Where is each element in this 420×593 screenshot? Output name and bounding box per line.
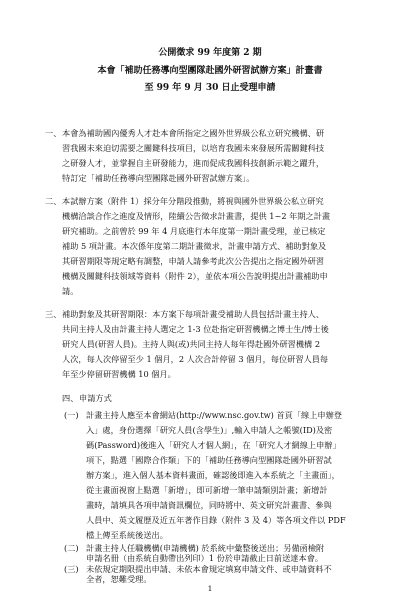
section-3-line: 補助對象及其研習期限：本方案下每項計畫受補助人員包括計畫主持人、: [62, 309, 325, 319]
subsection-3-line: 未依規定期限提出申請、未依本會規定填寫申請文件、或申請資料不: [86, 564, 332, 574]
section-1-line: 本會為補助國內優秀人才赴本會所指定之國外世界級公私立研究機構、研: [62, 128, 325, 138]
section-2-number: 二、: [45, 196, 62, 206]
section-1-number: 一、: [45, 128, 62, 138]
subsection-1-number: (一): [64, 410, 79, 420]
subsection-1-line: 檔上傳至系統後送出。: [86, 530, 168, 540]
section-2-line: 機構及關鍵科技領域等資料（附件 2），並依本項公告說明提出計畫補助申: [62, 271, 328, 281]
section-2-line: 機構洽談合作之進度及情形，陸續公告徵求計畫書，提供 1~2 年期之計畫: [62, 211, 331, 221]
subsection-2-number: (二): [64, 543, 79, 553]
subsection-2-line: 申請名冊（由系統自動帶出列印）1 份於申請截止日前送達本會。: [86, 553, 324, 563]
section-1-line: 特訂定「補助任務導向型團隊赴國外研習試辦方案」。: [62, 173, 255, 183]
section-2-line: 研究補助。之前曾於 99 年 4 月底進行本年度第一期計畫受理，並已核定: [62, 226, 326, 236]
section-1-line: 習我國未來迫切需要之關鍵科技項目，以培育我國未來發展所需關鍵科技: [62, 143, 325, 153]
section-1-line: 之研發人才，並掌握自主研發能力，進而促成我國科技創新示範之躍升，: [62, 158, 325, 168]
subsection-1-line: 項下，點選「國際合作類」下的「補助任務導向型團隊赴國外研習試: [86, 455, 332, 465]
subsection-1-line: 辦方案」，進入個人基本資料畫面，確認後即進入本系統之「主畫面」，: [86, 470, 340, 480]
subsection-1-line: 入」處，身份選擇「研究人員(含學生)」,輸入申請人之帳號(ID)及密: [86, 425, 333, 435]
subsection-3-number: (三): [64, 564, 79, 574]
page-number: 1: [207, 584, 213, 593]
subsection-1-line: 計畫主持人應至本會網站(http://www.nsc.gov.tw) 首頁「線上申辦登: [86, 410, 342, 420]
section-4-number: 四、: [62, 393, 79, 403]
document-title-line-2: 本會「補助任務導向型團隊赴國外研習試辦方案」計畫書: [97, 66, 323, 76]
section-3-line: 人次，每人次停留至少 1 個月，2 人次合計停留 3 個月，每位研習人員每: [62, 354, 329, 364]
subsection-1-line: 畫時，請填具各項申請資訊欄位，同時將中、英文研究計畫書、參與: [86, 500, 332, 510]
section-2-line: 其研習期限等規定略有調整，申請人請參考此次公告提出之指定國外研習: [62, 256, 325, 266]
section-2-line: 補助 5 項計畫。本次係年度第二期計畫徵求，計畫申請方式、補助對象及: [62, 241, 327, 251]
section-3-line: 研究人員(研習人員)。主持人與(或)共同主持人每年得赴國外研習機構 2: [62, 339, 321, 349]
subsection-1-line: 人員中、英文履歷及近五年著作目錄（附件 3 及 4）等各項文件以 PDF: [86, 515, 346, 525]
subsection-1-line: 碼(Password)後進入「研究人才個人網」，在「研究人才網線上申辦」: [86, 440, 341, 450]
section-3-line: 年至少停留研習機構 10 個月。: [62, 369, 176, 379]
document-title-line-1: 公開徵求 99 年度第 2 期: [158, 48, 262, 58]
section-3-line: 共同主持人及由計畫主持人選定之 1-3 位赴指定研習機構之博士生/博士後: [62, 324, 329, 334]
section-3-number: 三、: [45, 309, 62, 319]
section-4-heading: 申請方式: [79, 393, 112, 403]
subsection-1-line: 從主畫面視窗上點選「新增」，即可新增一筆申請類別計畫；新增計: [86, 485, 328, 495]
document-title-line-3: 至 99 年 9 月 30 日止受理申請: [144, 83, 276, 93]
subsection-3-line: 全者，恕難受理。: [86, 574, 152, 584]
section-2-line: 本試辦方案（附件 1）採分年分階段推動，將視與國外世界級公私立研究: [62, 196, 324, 206]
subsection-2-line: 計畫主持人任職機構(申請機構) 於系統中彙整後送出；另備函檢附: [86, 543, 325, 553]
section-2-line: 請。: [62, 286, 79, 296]
